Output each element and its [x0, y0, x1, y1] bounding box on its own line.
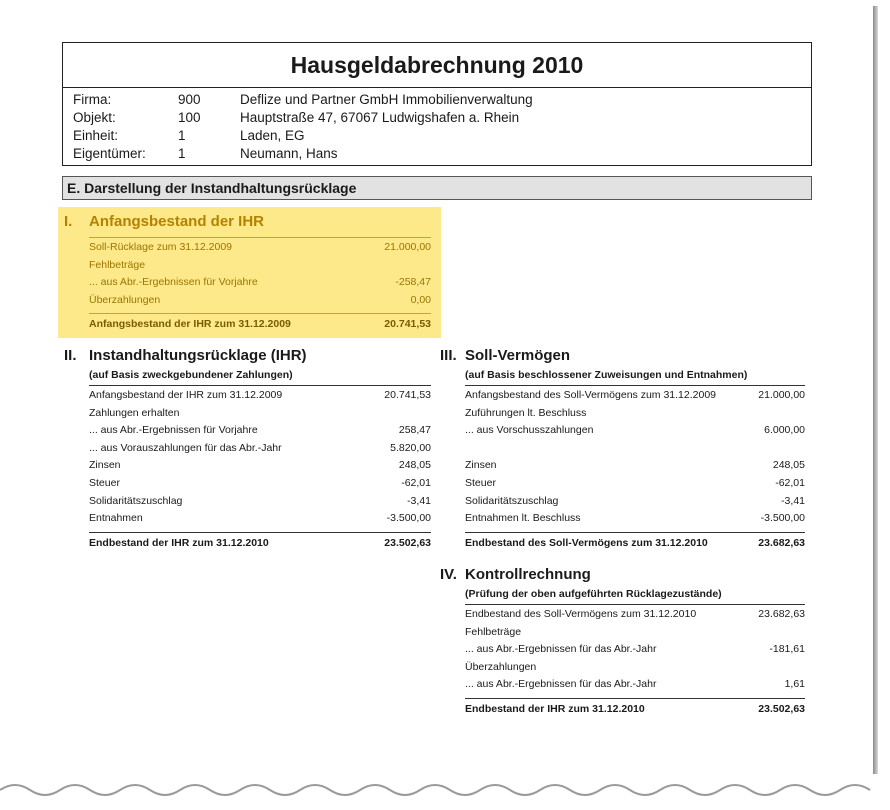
meta-key: Einheit:	[73, 128, 119, 143]
list-item	[465, 405, 805, 423]
row-value: 0,00	[410, 293, 431, 306]
row-label: Solidaritätszuschlag	[465, 494, 559, 507]
row-label: Steuer	[465, 476, 496, 489]
list-item	[465, 659, 805, 677]
meta-value: Laden, EG	[240, 128, 305, 143]
block-head	[440, 346, 805, 368]
list-item	[89, 274, 431, 292]
block-number: II.	[64, 347, 77, 364]
row-value: 21.000,00	[384, 241, 431, 253]
row-label: ... aus Vorschusszahlungen	[465, 424, 594, 437]
total-row	[89, 313, 431, 334]
list-item	[465, 440, 805, 458]
row-label: Anfangsbestand der IHR zum 31.12.2009	[89, 389, 283, 401]
torn-edge	[0, 760, 890, 810]
list-item	[465, 475, 805, 493]
row-value: 6.000,00	[764, 424, 805, 437]
total-label: Anfangsbestand der IHR zum 31.12.2009	[89, 318, 291, 331]
row-value: -62,01	[775, 476, 805, 489]
block-instandhaltungsruecklage	[64, 346, 431, 553]
row-label: Überzahlungen	[89, 293, 161, 306]
meta-value: Hauptstraße 47, 67067 Ludwigshafen a. Rhein	[240, 110, 520, 125]
divider	[89, 385, 431, 386]
row-value: -3,41	[781, 494, 805, 507]
list-item	[465, 422, 805, 440]
list-item	[89, 405, 431, 423]
row-label: ... aus Abr.-Ergebnissen für das Abr.-Jahr	[465, 643, 657, 656]
block-title: Kontrollrechnung	[465, 566, 591, 583]
meta-key: Objekt:	[73, 110, 116, 125]
total-value: 20.741,53	[384, 318, 431, 331]
meta-row-einheit	[63, 127, 811, 145]
block-subtitle: (auf Basis beschlossener Zuweisungen und Entnahmen)	[465, 369, 748, 381]
meta-row-firma	[63, 91, 811, 109]
row-value: 1,61	[784, 678, 805, 691]
block-subtitle: (Prüfung der oben aufgeführten Rücklagezustände)	[465, 588, 722, 600]
total-label: Endbestand des Soll-Vermögens zum 31.12.2010	[465, 536, 708, 549]
block-soll-vermoegen	[440, 346, 805, 553]
list-item	[89, 257, 431, 275]
list-item	[465, 606, 805, 624]
row-label: ... aus Abr.-Ergebnissen für Vorjahre	[89, 424, 258, 437]
meta-row-eigentuemer	[63, 145, 811, 163]
row-value: -258,47	[395, 276, 431, 289]
row-label: Zinsen	[89, 459, 121, 472]
meta-table	[63, 91, 811, 163]
divider	[89, 237, 431, 238]
row-value: -181,61	[769, 643, 805, 656]
block-kontrollrechnung	[440, 565, 805, 719]
meta-value: Neumann, Hans	[240, 146, 338, 161]
block-title: Anfangsbestand der IHR	[89, 213, 265, 230]
row-label: Solidaritätszuschlag	[89, 494, 183, 507]
meta-row-objekt	[63, 109, 811, 127]
block-head	[64, 346, 431, 368]
divider	[465, 604, 805, 605]
list-item	[89, 457, 431, 475]
total-value: 23.502,63	[758, 702, 805, 715]
row-value: 5.820,00	[390, 441, 431, 454]
row-label: Endbestand des Soll-Vermögens zum 31.12.2010	[465, 608, 697, 620]
row-value: 258,47	[398, 424, 431, 437]
row-value: 20.741,53	[384, 389, 431, 401]
meta-key: Firma:	[73, 92, 112, 107]
row-value: 248,05	[772, 459, 805, 472]
list-item	[465, 676, 805, 694]
row-label: ... aus Abr.-Ergebnissen für das Abr.-Jahr	[465, 678, 657, 691]
list-item	[465, 457, 805, 475]
page-edge-shadow	[873, 6, 878, 774]
block-title: Instandhaltungsrücklage (IHR)	[89, 347, 307, 364]
meta-num: 100	[178, 110, 201, 125]
meta-num: 900	[178, 92, 201, 107]
list-item	[89, 475, 431, 493]
total-row	[89, 532, 431, 553]
list-item	[89, 493, 431, 511]
list-item	[465, 510, 805, 528]
row-label: Zinsen	[465, 459, 497, 472]
row-value: 23.682,63	[758, 608, 805, 620]
row-label: Zuführungen lt. Beschluss	[465, 406, 587, 419]
list-item	[89, 239, 431, 257]
row-value: -3.500,00	[386, 512, 431, 525]
meta-num: 1	[178, 146, 186, 161]
block-title: Soll-Vermögen	[465, 347, 571, 364]
row-value: -3.500,00	[760, 512, 805, 525]
divider	[465, 385, 805, 386]
block-head	[64, 212, 431, 234]
row-label: Überzahlungen	[465, 660, 537, 673]
row-label: ... aus Abr.-Ergebnissen für Vorjahre	[89, 276, 258, 289]
block-head	[440, 565, 805, 587]
row-label: Fehlbeträge	[465, 625, 522, 638]
row-label: Steuer	[89, 476, 120, 489]
row-label: Soll-Rücklage zum 31.12.2009	[89, 241, 233, 253]
total-label: Endbestand der IHR zum 31.12.2010	[89, 536, 269, 549]
row-label: Anfangsbestand des Soll-Vermögens zum 31.12.2009	[465, 389, 717, 401]
list-item	[89, 510, 431, 528]
list-item	[89, 422, 431, 440]
list-item	[465, 387, 805, 405]
row-label: Entnahmen	[89, 512, 143, 525]
total-value: 23.682,63	[758, 536, 805, 549]
header-box	[62, 42, 812, 166]
row-value: -3,41	[407, 494, 431, 507]
total-value: 23.502,63	[384, 536, 431, 549]
list-item	[465, 641, 805, 659]
section-heading: E. Darstellung der Instandhaltungsrücklage	[62, 176, 812, 200]
block-number: I.	[64, 213, 73, 230]
total-row	[465, 698, 805, 719]
total-row	[465, 532, 805, 553]
block-number: IV.	[440, 566, 457, 583]
list-item	[465, 624, 805, 642]
row-label: Entnahmen lt. Beschluss	[465, 512, 581, 525]
list-item	[465, 493, 805, 511]
meta-key: Eigentümer:	[73, 146, 146, 161]
row-value: -62,01	[401, 476, 431, 489]
row-label: ... aus Vorauszahlungen für das Abr.-Jahr	[89, 441, 282, 454]
row-label: Fehlbeträge	[89, 258, 146, 271]
row-label: Zahlungen erhalten	[89, 406, 180, 419]
meta-num: 1	[178, 128, 186, 143]
block-anfangsbestand	[64, 212, 431, 334]
total-label: Endbestand der IHR zum 31.12.2010	[465, 702, 645, 715]
list-item	[89, 440, 431, 458]
row-value: 248,05	[398, 459, 431, 472]
list-item	[89, 292, 431, 310]
row-value: 21.000,00	[758, 389, 805, 401]
block-subtitle: (auf Basis zweckgebundener Zahlungen)	[89, 369, 293, 381]
document-title: Hausgeldabrechnung 2010	[63, 43, 811, 88]
meta-value: Deflize und Partner GmbH Immobilienverwaltung	[240, 92, 533, 107]
block-number: III.	[440, 347, 457, 364]
list-item	[89, 387, 431, 405]
